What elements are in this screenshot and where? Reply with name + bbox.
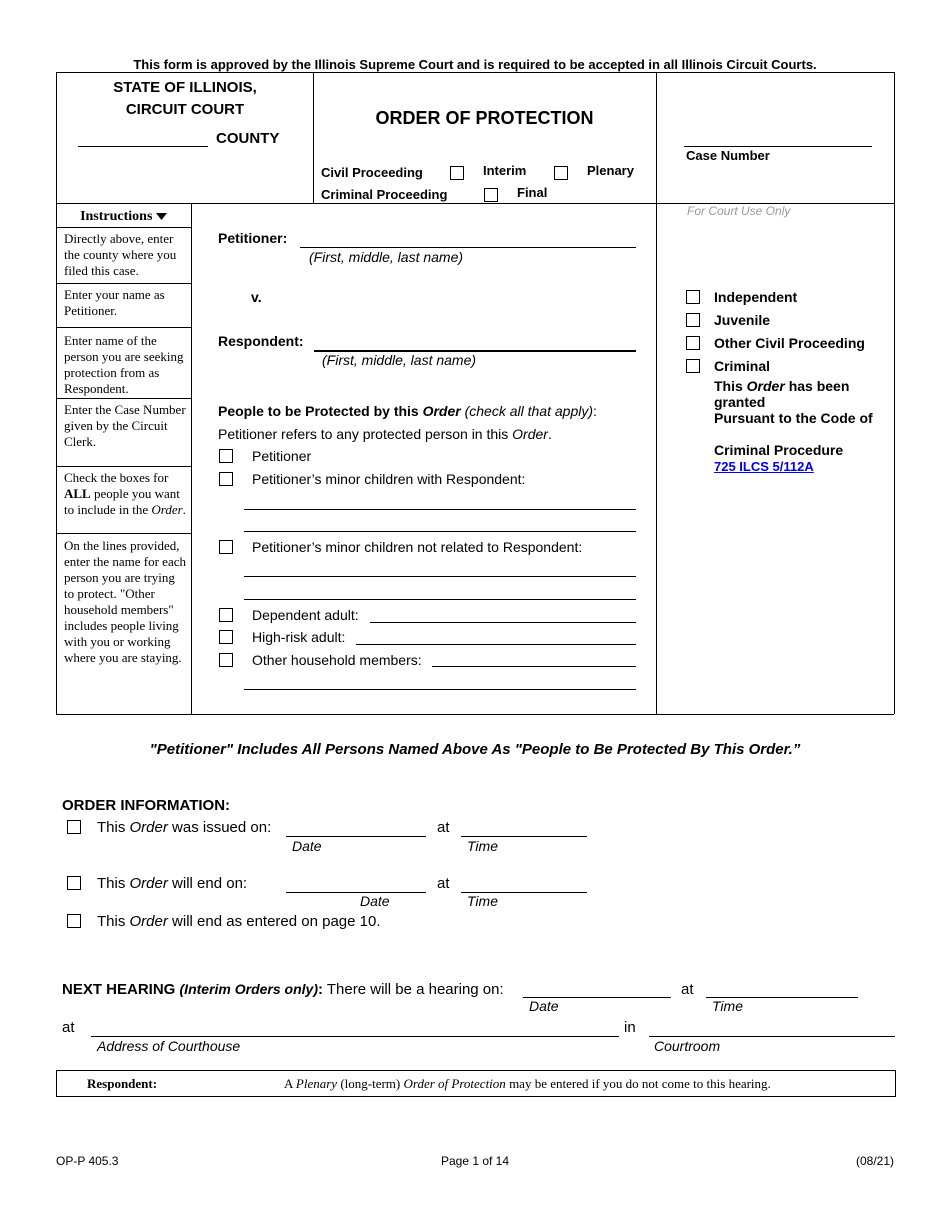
end-at-label: at: [437, 875, 450, 892]
plenary-label: Plenary: [587, 163, 634, 178]
dependent-adult-input[interactable]: [370, 622, 636, 623]
granted-text: This Order has been granted: [714, 378, 850, 410]
hearing-at-label: at: [681, 981, 694, 998]
high-risk-adult-label: High-risk adult:: [252, 629, 346, 645]
issued-at-label: at: [437, 819, 450, 836]
county-label: COUNTY: [216, 130, 280, 147]
versus-label: v.: [251, 289, 262, 305]
other-civil-label: Other Civil Proceeding: [714, 335, 865, 351]
order-information-heading: ORDER INFORMATION:: [62, 797, 231, 814]
instruction-petitioner: Enter your name as Petitioner.: [64, 287, 165, 318]
final-label: Final: [517, 185, 548, 200]
petitioner-name-input[interactable]: [300, 247, 636, 248]
respondent-notice-box: [56, 1070, 896, 1097]
minor-children-not-line-1[interactable]: [244, 576, 636, 577]
household-members-input[interactable]: [432, 666, 636, 667]
approval-notice: This form is approved by the Illinois Supreme Court and is required to be accepted in all Illinois Circuit Courts.: [133, 57, 817, 72]
minor-children-with-line-2[interactable]: [244, 531, 636, 532]
minor-children-not-related-label: Petitioner’s minor children not related to Respondent:: [252, 539, 583, 555]
civil-proceeding-label: Civil Proceeding: [321, 165, 423, 180]
petitioner-name-hint: (First, middle, last name): [309, 249, 464, 265]
end-label: This Order will end on:: [97, 875, 248, 892]
criminal-label: Criminal: [714, 358, 771, 374]
petitioner-option-label: Petitioner: [252, 448, 312, 464]
instruction-case-number: Enter the Case Number given by the Circuit Clerk.: [64, 402, 186, 449]
respondent-notice-text: A Plenary (long-term) Order of Protection may be entered if you do not come to this hearing.: [284, 1076, 771, 1091]
criminal-checkbox[interactable]: [686, 359, 700, 373]
respondent-name-hint: (First, middle, last name): [322, 352, 477, 368]
juvenile-checkbox[interactable]: [686, 313, 700, 327]
courthouse-address-caption: Address of Courthouse: [97, 1038, 241, 1054]
state-label: STATE OF ILLINOIS,: [113, 79, 257, 96]
independent-label: Independent: [714, 289, 798, 305]
instruction-respondent: Enter name of the person you are seeking protection from as Respondent.: [64, 333, 184, 396]
interim-label: Interim: [483, 163, 527, 178]
other-civil-checkbox[interactable]: [686, 336, 700, 350]
instruction-county: Directly above, enter the county where you filed this case.: [64, 231, 177, 278]
instruction-names: On the lines provided, enter the name for each person you are trying to protect. "Other household members" includes people living with you or working where you are staying.: [64, 538, 186, 665]
courthouse-at-label: at: [62, 1019, 75, 1036]
page-number: Page 1 of 14: [440, 1154, 510, 1168]
civil-plenary-checkbox[interactable]: [554, 166, 568, 180]
protected-heading: People to be Protected by this Order (check all that apply):: [218, 403, 597, 419]
juvenile-label: Juvenile: [714, 312, 771, 328]
minor-children-with-line-1[interactable]: [244, 509, 636, 510]
statute-link[interactable]: 725 ILCS 5/112A: [714, 459, 814, 474]
pursuant-line-1: Pursuant to the Code of: [714, 410, 873, 426]
hearing-date-caption: Date: [529, 998, 559, 1014]
caret-down-icon: [156, 213, 167, 221]
issued-checkbox[interactable]: [67, 820, 81, 834]
household-members-checkbox[interactable]: [219, 653, 233, 667]
petitioner-checkbox[interactable]: [219, 449, 233, 463]
issued-time-caption: Time: [467, 838, 498, 854]
instruction-check-boxes: Check the boxes for ALL people you want to include in the Order.: [64, 470, 186, 517]
form-id: OP-P 405.3: [56, 1154, 119, 1168]
county-input-line[interactable]: [78, 146, 208, 147]
issued-date-caption: Date: [292, 838, 322, 854]
revision-date: (08/21): [855, 1154, 894, 1168]
issued-label: This Order was issued on:: [97, 819, 272, 836]
respondent-label: Respondent:: [218, 333, 304, 349]
end-date-caption: Date: [360, 893, 390, 909]
courtroom-in-label: in: [624, 1019, 636, 1036]
independent-checkbox[interactable]: [686, 290, 700, 304]
courtroom-caption: Courtroom: [654, 1038, 721, 1054]
courtroom-input[interactable]: [649, 1036, 895, 1037]
case-number-label: Case Number: [686, 148, 770, 163]
courthouse-address-input[interactable]: [91, 1036, 619, 1037]
petitioner-includes-note: "Petitioner" Includes All Persons Named Above As "People to Be Protected By This Order.”: [149, 741, 801, 758]
minor-children-not-line-2[interactable]: [244, 599, 636, 600]
end-page-checkbox[interactable]: [67, 914, 81, 928]
court-use-label: For Court Use Only: [687, 204, 791, 218]
criminal-final-checkbox[interactable]: [484, 188, 498, 202]
form-title: ORDER OF PROTECTION: [375, 108, 594, 128]
end-time-caption: Time: [467, 893, 498, 909]
hearing-time-caption: Time: [712, 998, 743, 1014]
petitioner-label: Petitioner:: [218, 230, 288, 246]
criminal-proceeding-label: Criminal Proceeding: [321, 187, 448, 202]
minor-children-with-respondent-label: Petitioner’s minor children with Respondent:: [252, 471, 526, 487]
statute-link-wrapper: [714, 458, 814, 476]
pursuant-line-2: Criminal Procedure: [714, 442, 844, 458]
next-hearing-line: NEXT HEARING (Interim Orders only): There will be a hearing on:: [62, 981, 504, 998]
issued-time-input[interactable]: [461, 836, 587, 837]
protected-note: Petitioner refers to any protected person in this Order.: [218, 426, 552, 442]
civil-interim-checkbox[interactable]: [450, 166, 464, 180]
case-number-input-line[interactable]: [684, 146, 872, 147]
high-risk-adult-checkbox[interactable]: [219, 630, 233, 644]
issued-date-input[interactable]: [286, 836, 426, 837]
minor-children-not-related-checkbox[interactable]: [219, 540, 233, 554]
household-members-line-2[interactable]: [244, 689, 636, 690]
end-page-label: This Order will end as entered on page 10.: [97, 913, 381, 930]
dependent-adult-label: Dependent adult:: [252, 607, 359, 623]
household-members-label: Other household members:: [252, 652, 422, 668]
minor-children-with-respondent-checkbox[interactable]: [219, 472, 233, 486]
instructions-heading: Instructions: [56, 209, 191, 225]
circuit-court-label: CIRCUIT COURT: [125, 101, 245, 118]
end-checkbox[interactable]: [67, 876, 81, 890]
high-risk-adult-input[interactable]: [356, 644, 636, 645]
dependent-adult-checkbox[interactable]: [219, 608, 233, 622]
respondent-notice-label: Respondent:: [87, 1076, 158, 1091]
end-date-input[interactable]: [286, 892, 426, 893]
